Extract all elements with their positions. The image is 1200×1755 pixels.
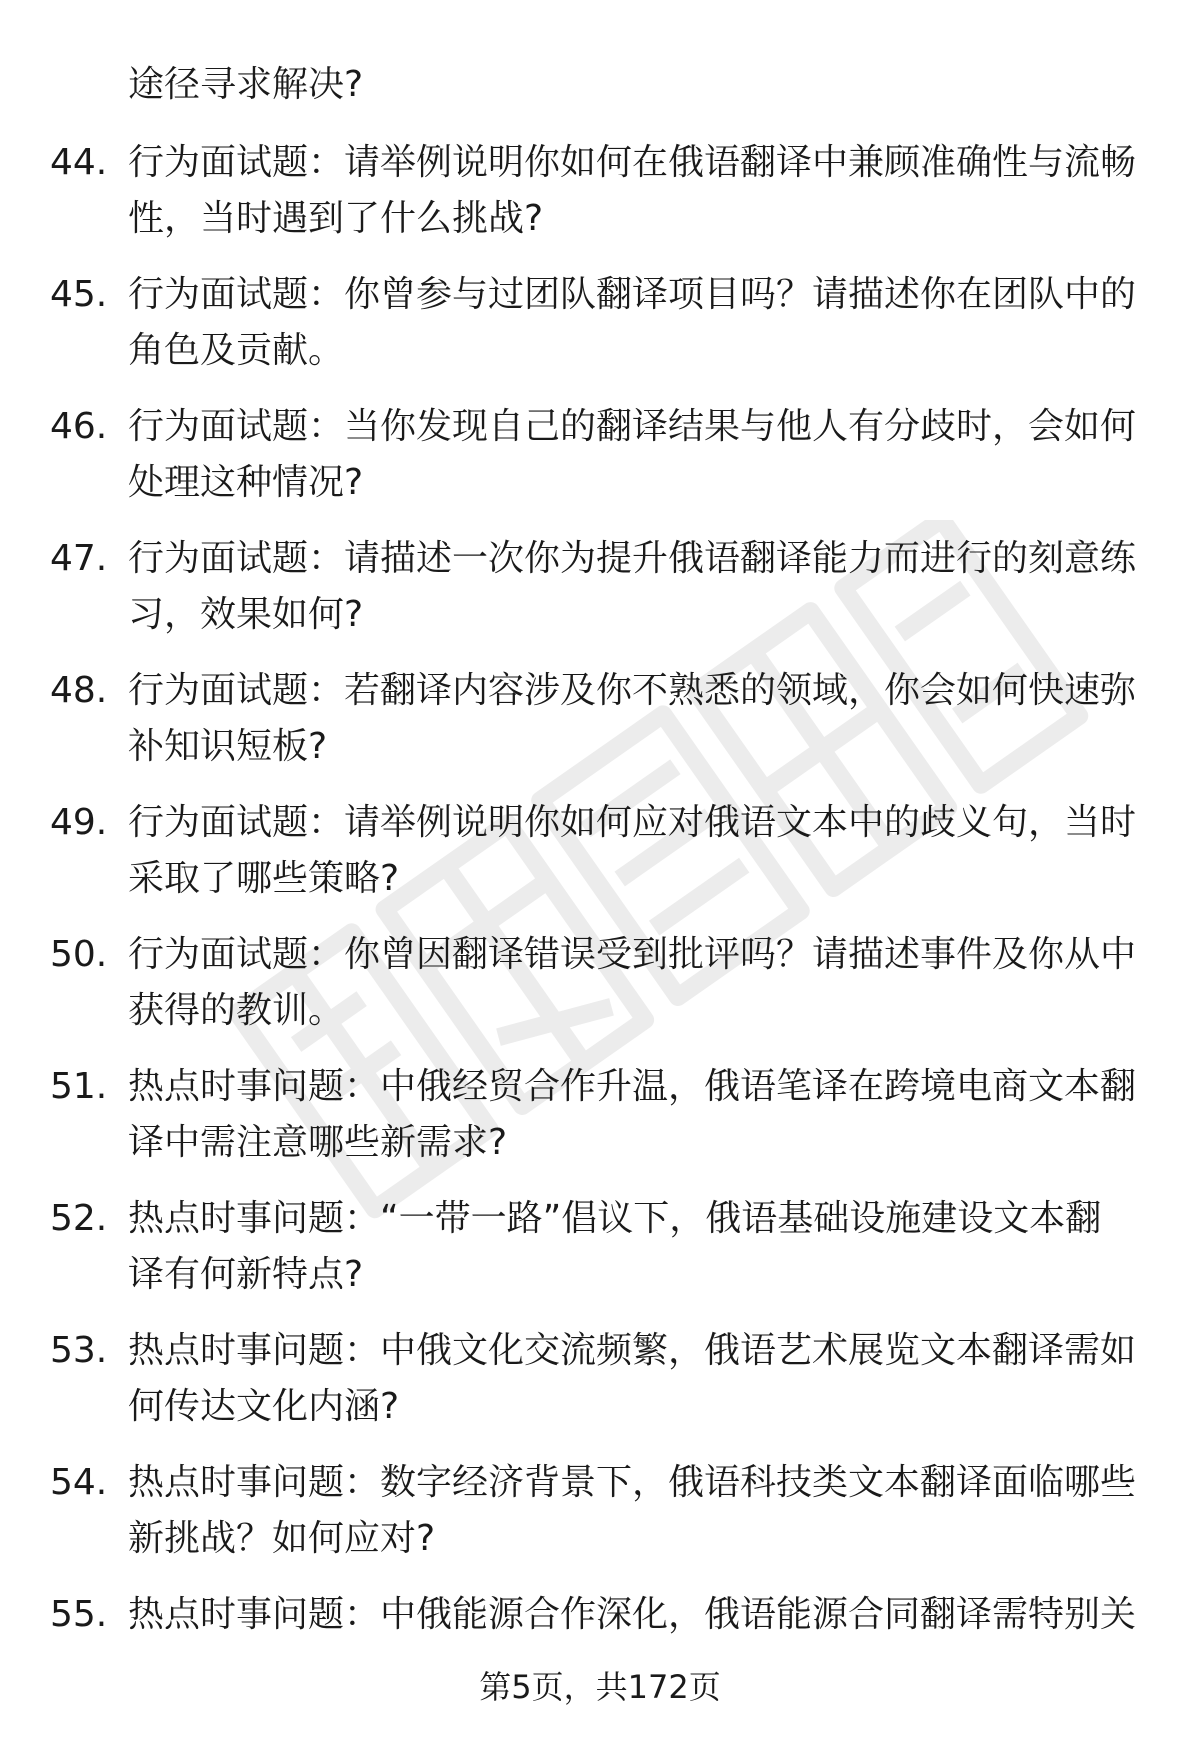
question-item-50 — [0, 928, 1200, 1060]
question-text-line2: 何传达文化内涵? — [128, 1386, 400, 1427]
question-item-54 — [0, 1456, 1200, 1588]
question-item-52 — [0, 1192, 1200, 1324]
continuation-text: 途径寻求解决? — [128, 64, 364, 105]
question-text-line2: 新挑战？如何应对? — [128, 1518, 436, 1559]
question-text-line1: 热点时事问题：“一带一路”倡议下，俄语基础设施建设文本翻 — [128, 1198, 1102, 1239]
question-number: 50. — [50, 934, 108, 975]
question-number: 55. — [50, 1594, 108, 1635]
page-footer: 第5页，共172页 — [479, 1668, 721, 1706]
question-item-48 — [0, 664, 1200, 796]
question-text-line1: 热点时事问题：中俄文化交流频繁，俄语艺术展览文本翻译需如 — [128, 1330, 1137, 1371]
question-text-line2: 补知识短板? — [128, 726, 328, 767]
question-text-line2: 译有何新特点? — [128, 1254, 364, 1295]
question-text-line1: 行为面试题：若翻译内容涉及你不熟悉的领域，你会如何快速弥 — [128, 670, 1137, 711]
question-number: 53. — [50, 1330, 108, 1371]
question-text-line2: 性，当时遇到了什么挑战? — [128, 198, 544, 239]
question-item-53 — [0, 1324, 1200, 1456]
question-text-line2: 处理这种情况? — [128, 462, 364, 503]
question-number: 44. — [50, 142, 108, 183]
question-number: 51. — [50, 1066, 108, 1107]
question-number: 52. — [50, 1198, 108, 1239]
question-item-49 — [0, 796, 1200, 928]
question-text-line1: 行为面试题：你曾因翻译错误受到批评吗？请描述事件及你从中 — [128, 934, 1137, 975]
question-text-line2: 角色及贡献。 — [128, 330, 345, 371]
question-text-line1: 热点时事问题：中俄能源合作深化，俄语能源合同翻译需特别关 — [128, 1594, 1137, 1635]
question-item-47 — [0, 532, 1200, 664]
question-text-line1: 行为面试题：请举例说明你如何在俄语翻译中兼顾准确性与流畅 — [128, 142, 1137, 183]
question-text-line1: 行为面试题：请描述一次你为提升俄语翻译能力而进行的刻意练 — [128, 538, 1137, 579]
question-number: 48. — [50, 670, 108, 711]
question-text-line2: 采取了哪些策略? — [128, 858, 400, 899]
question-number: 47. — [50, 538, 108, 579]
question-number: 46. — [50, 406, 108, 447]
question-number: 49. — [50, 802, 108, 843]
question-text-line1: 行为面试题：当你发现自己的翻译结果与他人有分歧时，会如何 — [128, 406, 1137, 447]
question-item-44 — [0, 136, 1200, 268]
question-text-line1: 热点时事问题：数字经济背景下，俄语科技类文本翻译面临哪些 — [128, 1462, 1137, 1503]
question-item-46 — [0, 400, 1200, 532]
question-item-51 — [0, 1060, 1200, 1192]
question-item-45 — [0, 268, 1200, 400]
question-text-line1: 行为面试题：你曾参与过团队翻译项目吗？请描述你在团队中的 — [128, 274, 1137, 315]
question-text-line1: 热点时事问题：中俄经贸合作升温，俄语笔译在跨境电商文本翻 — [128, 1066, 1137, 1107]
question-text-line2: 习，效果如何? — [128, 594, 364, 635]
question-number: 54. — [50, 1462, 108, 1503]
question-text-line1: 行为面试题：请举例说明你如何应对俄语文本中的歧义句，当时 — [128, 802, 1137, 843]
question-list — [0, 136, 1200, 1720]
question-text-line2: 获得的教训。 — [128, 990, 345, 1031]
question-text-line2: 译中需注意哪些新需求? — [128, 1122, 508, 1163]
question-number: 45. — [50, 274, 108, 315]
